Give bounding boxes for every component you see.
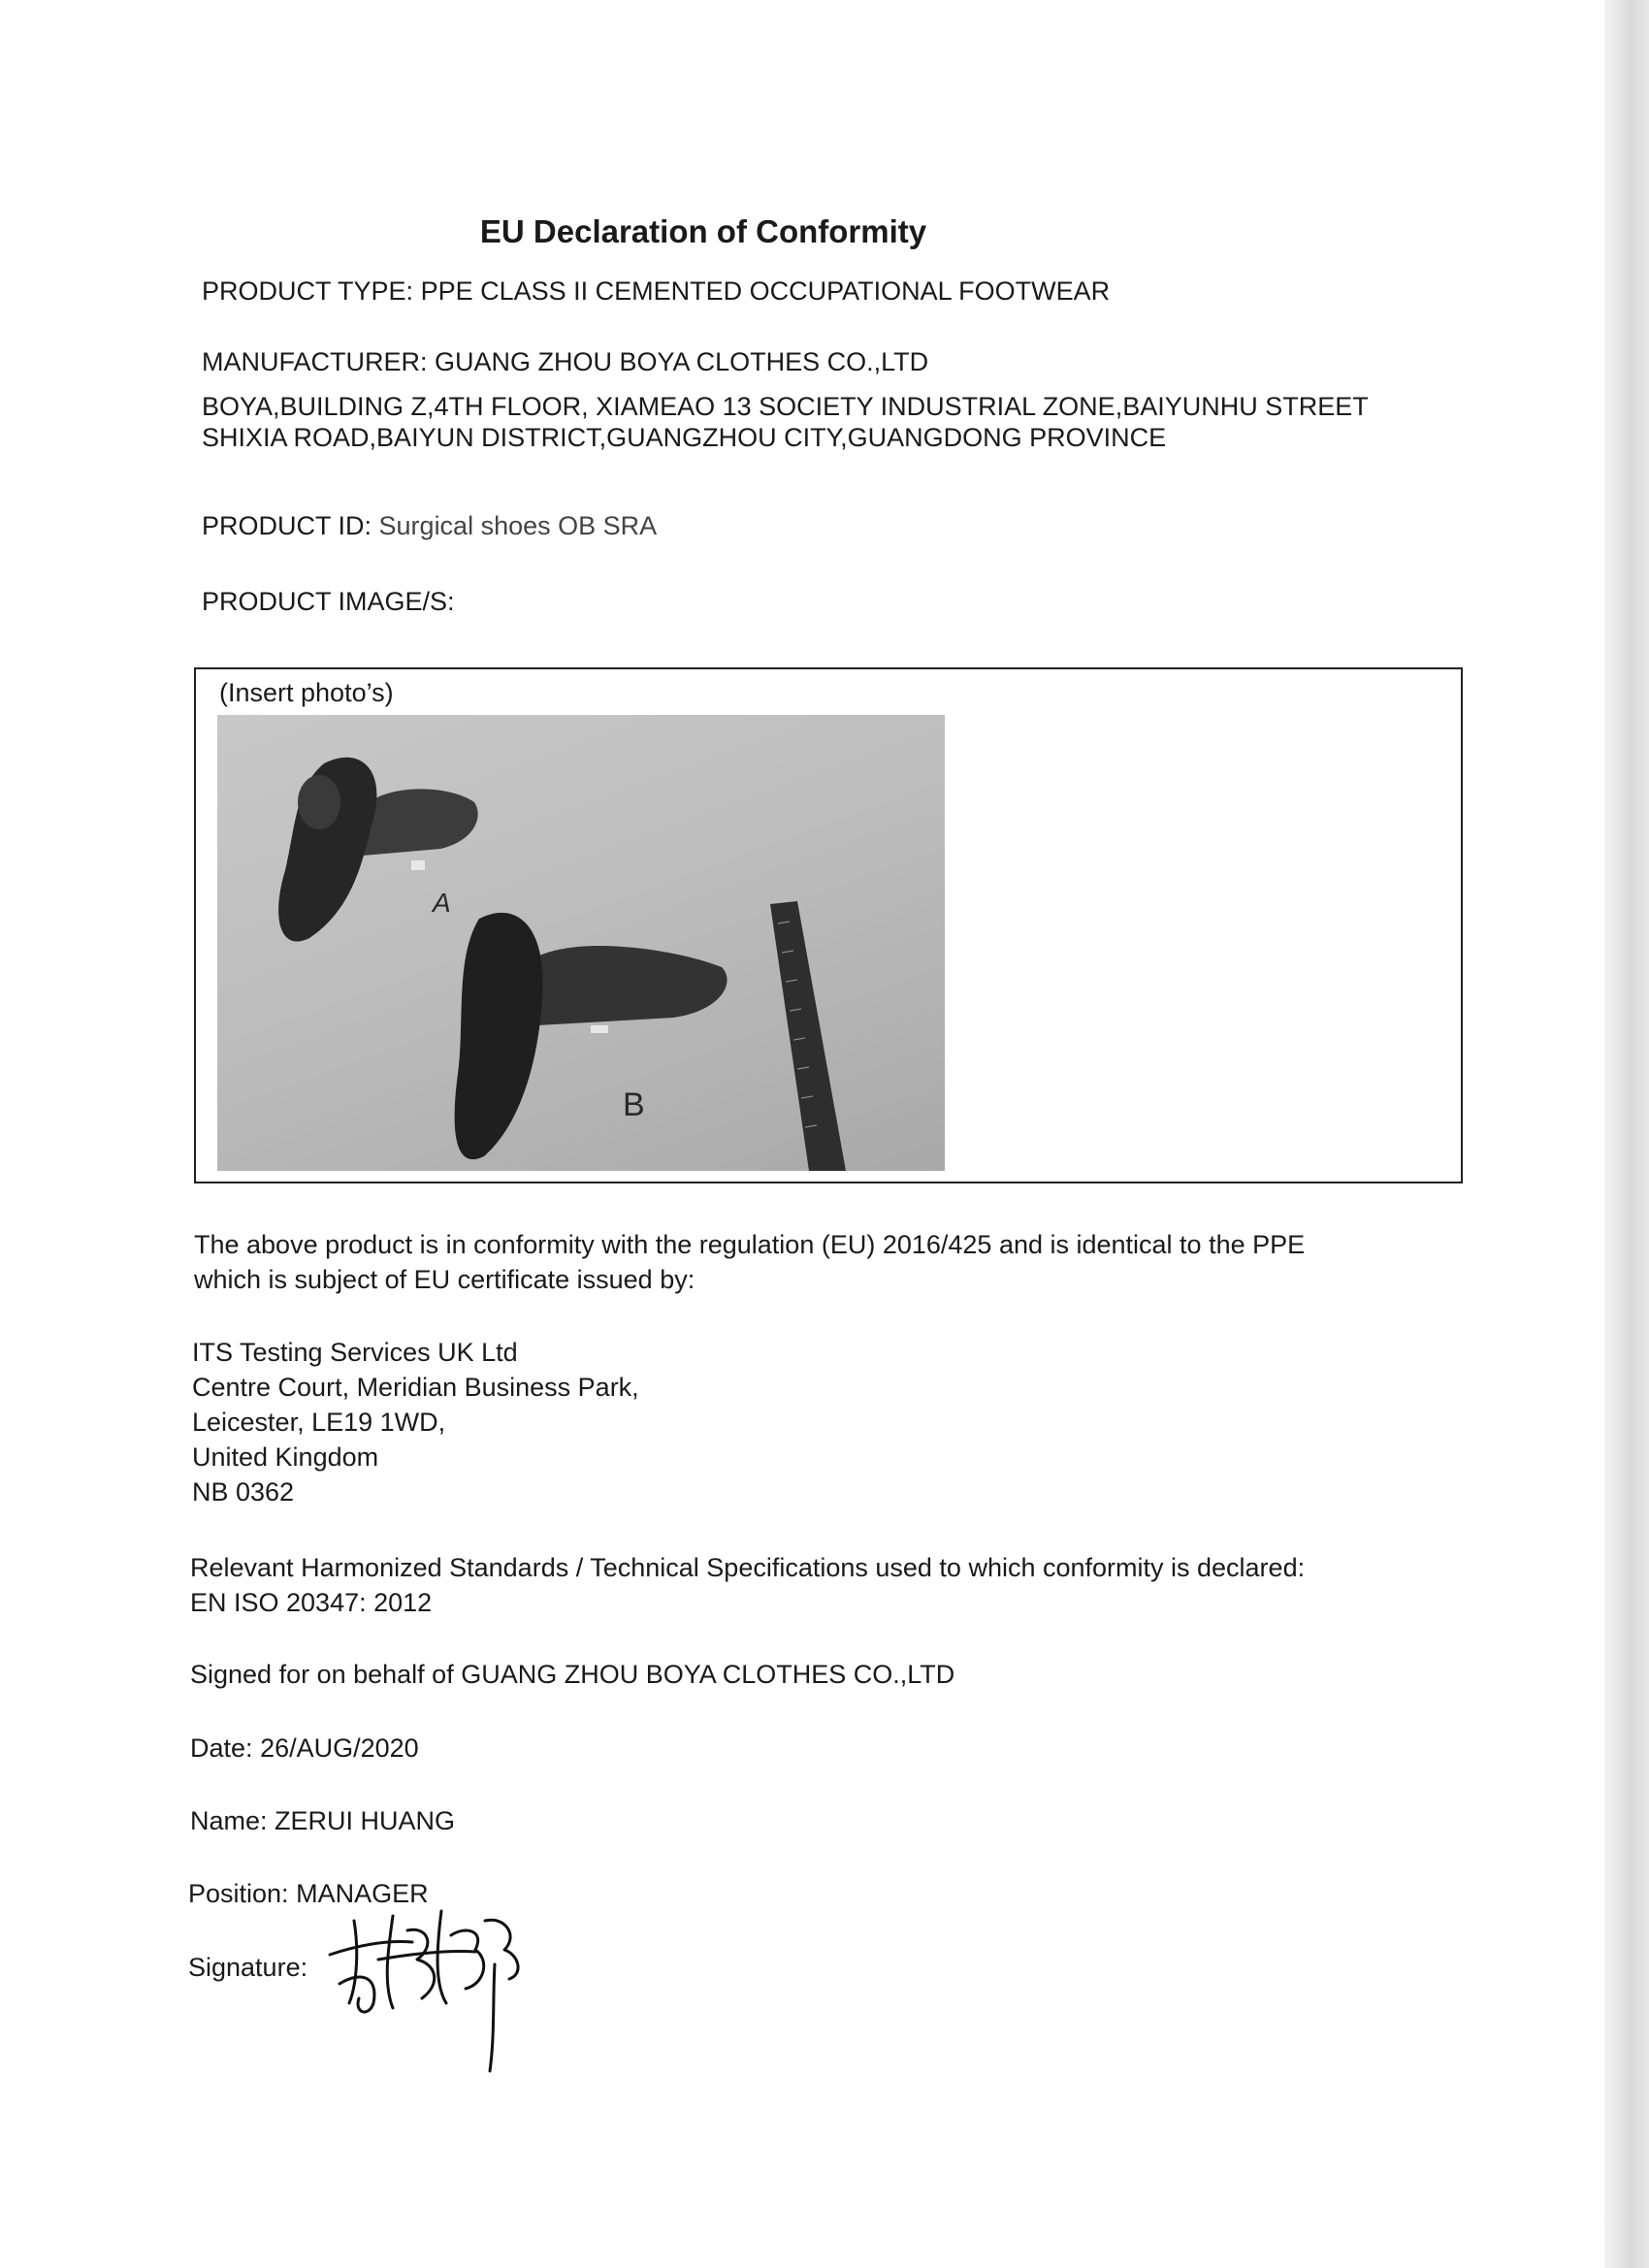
- notified-body-address1: Centre Court, Meridian Business Park,: [192, 1373, 639, 1402]
- scan-edge: [1604, 0, 1649, 2268]
- notified-body-country: United Kingdom: [192, 1442, 379, 1472]
- document-title: EU Declaration of Conformity: [479, 213, 927, 249]
- product-image-box: [194, 667, 1463, 1183]
- manufacturer-label: MANUFACTURER:: [202, 347, 428, 376]
- photo-label-a: A: [433, 888, 451, 918]
- notified-body-number: NB 0362: [192, 1477, 295, 1507]
- position-value: MANAGER: [296, 1879, 429, 1908]
- product-id-value: Surgical shoes OB SRA: [378, 511, 658, 540]
- product-type-value: PPE CLASS II CEMENTED OCCUPATIONAL FOOTWEAR: [420, 276, 1111, 306]
- product-id-label: PRODUCT ID:: [202, 511, 372, 540]
- signed-prefix: Signed for on behalf of: [190, 1660, 454, 1689]
- ruler: [770, 901, 846, 1171]
- shoe-a-upper: [363, 789, 478, 856]
- date-label: Date:: [190, 1733, 253, 1763]
- product-type-line: [202, 275, 1110, 307]
- photo-label-b: B: [623, 1086, 645, 1123]
- tag-a: [411, 860, 425, 870]
- product-photo: [217, 715, 945, 1171]
- manufacturer-line: [202, 346, 928, 377]
- manufacturer-address-line2: SHIXIA ROAD,BAIYUN DISTRICT,GUANGZHOU CITY,GUANGDONG PROVINCE: [202, 423, 1167, 452]
- standards-line1: Relevant Harmonized Standards / Technical Specifications used to which conformity is declared:: [190, 1553, 1306, 1582]
- name-line: [190, 1805, 455, 1836]
- name-value: ZERUI HUANG: [275, 1806, 456, 1835]
- tag-b: [591, 1025, 608, 1033]
- manufacturer-name: GUANG ZHOU BOYA CLOTHES CO.,LTD: [435, 347, 929, 376]
- photo-box-caption: (Insert photo’s): [219, 678, 394, 707]
- shoe-b-sole: [455, 913, 543, 1159]
- conformity-line2: which is subject of EU certificate issued by:: [194, 1265, 695, 1294]
- name-label: Name:: [190, 1806, 268, 1835]
- date-line: [190, 1733, 419, 1764]
- product-images-label: PRODUCT IMAGE/S:: [202, 587, 455, 616]
- conformity-line1: The above product is in conformity with the regulation (EU) 2016/425 and is identical to the PPE: [194, 1230, 1306, 1259]
- manufacturer-address-line1: BOYA,BUILDING Z,4TH FLOOR, XIAMEAO 13 SOCIETY INDUSTRIAL ZONE,BAIYUNHU STREET: [202, 392, 1369, 421]
- signature-label: Signature:: [188, 1953, 308, 1982]
- date-value: 26/AUG/2020: [260, 1733, 419, 1763]
- product-photo-graphic: [217, 715, 945, 1171]
- standards-line2: EN ISO 20347: 2012: [190, 1588, 433, 1617]
- shoe-a-heel: [298, 775, 340, 829]
- product-type-label: PRODUCT TYPE:: [202, 276, 414, 306]
- position-label: Position:: [188, 1879, 289, 1908]
- signed-on-behalf-line: [190, 1659, 954, 1690]
- product-id-line: [202, 510, 657, 541]
- handwritten-signature: [320, 1892, 543, 2076]
- notified-body-name: ITS Testing Services UK Ltd: [192, 1338, 518, 1367]
- shoe-b-upper: [528, 946, 728, 1025]
- notified-body-address2: Leicester, LE19 1WD,: [192, 1408, 446, 1437]
- signed-company: GUANG ZHOU BOYA CLOTHES CO.,LTD: [461, 1660, 955, 1689]
